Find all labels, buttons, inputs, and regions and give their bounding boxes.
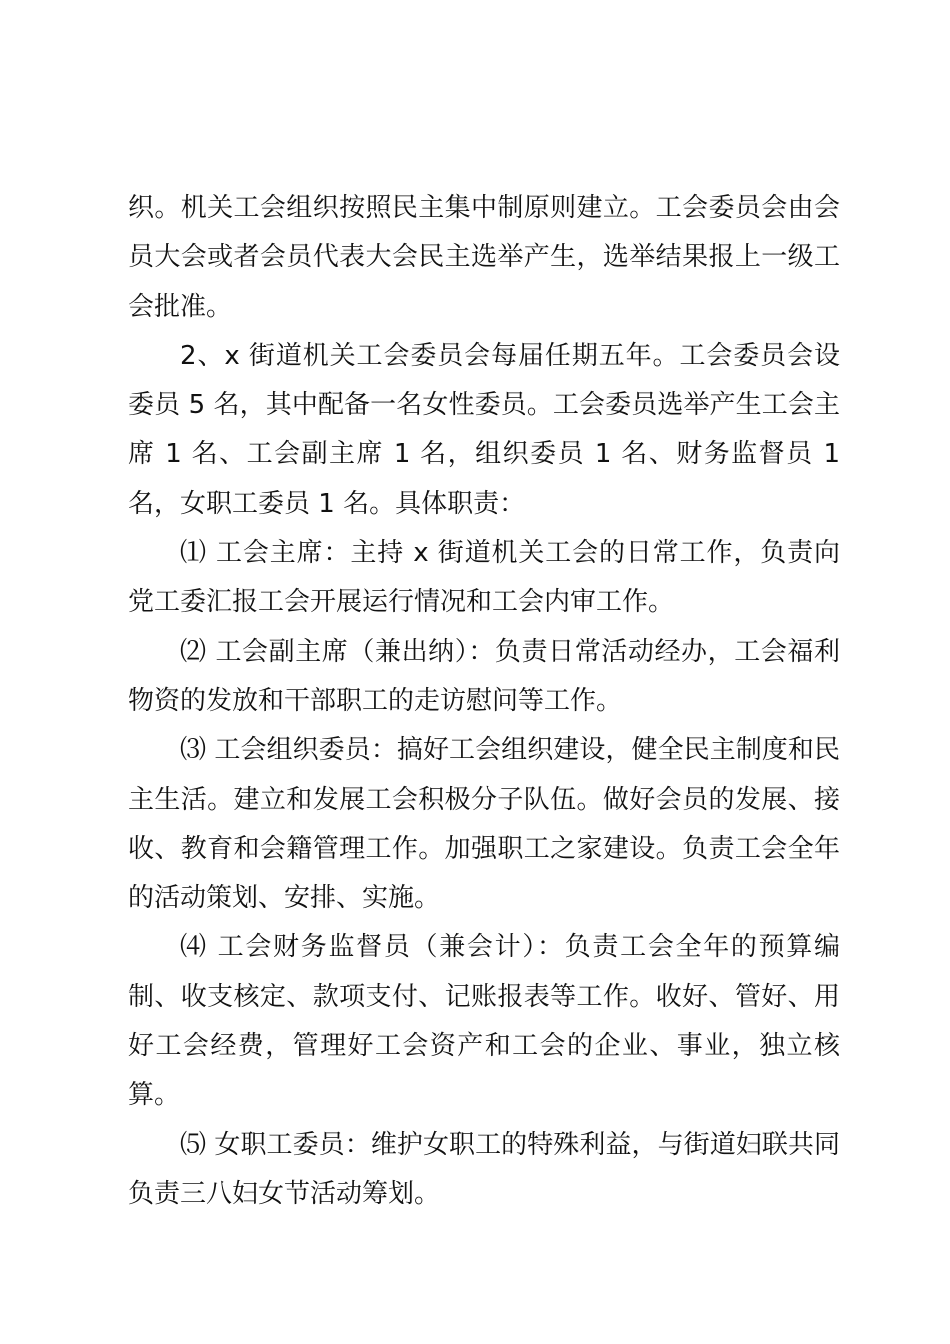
paragraph-duty-organization-member: ⑶ 工会组织委员：搞好工会组织建设，健全民主制度和民主生活。建立和发展工会积极分子队伍。做好会员的发展、接收、教育和会籍管理工作。加强职工之家建设。负责工会全年的活动策划、安排、实施。 xyxy=(128,735,840,914)
paragraph-duty-finance-supervisor: ⑷ 工会财务监督员（兼会计）：负责工会全年的预算编制、收支核定、款项支付、记账报表等工作。收好、管好、用好工会经费，管理好工会资产和工会的企业、事业，独立核算。 xyxy=(128,932,840,1111)
paragraph-continuation: 织。机关工会组织按照民主集中制原则建立。工会委员会由会员大会或者会员代表大会民主选举产生，选举结果报上一级工会批准。 xyxy=(128,193,840,322)
document-body xyxy=(128,184,840,1219)
paragraph-duty-vice-chairman: ⑵ 工会副主席（兼出纳）：负责日常活动经办，工会福利物资的发放和干部职工的走访慰问等工作。 xyxy=(128,636,840,716)
paragraph-committee-term: 2、x 街道机关工会委员会每届任期五年。工会委员会设委员 5 名，其中配备一名女性委员。工会委员选举产生工会主席 1 名、工会副主席 1 名，组织委员 1 名、财务监督员 1 名，女职工委员 1 名。具体职责： xyxy=(128,340,840,519)
paragraph-duty-chairman: ⑴ 工会主席：主持 x 街道机关工会的日常工作，负责向党工委汇报工会开展运行情况和工会内审工作。 xyxy=(128,538,840,618)
paragraph-duty-women-member: ⑸ 女职工委员：维护女职工的特殊利益，与街道妇联共同负责三八妇女节活动筹划。 xyxy=(128,1129,840,1209)
